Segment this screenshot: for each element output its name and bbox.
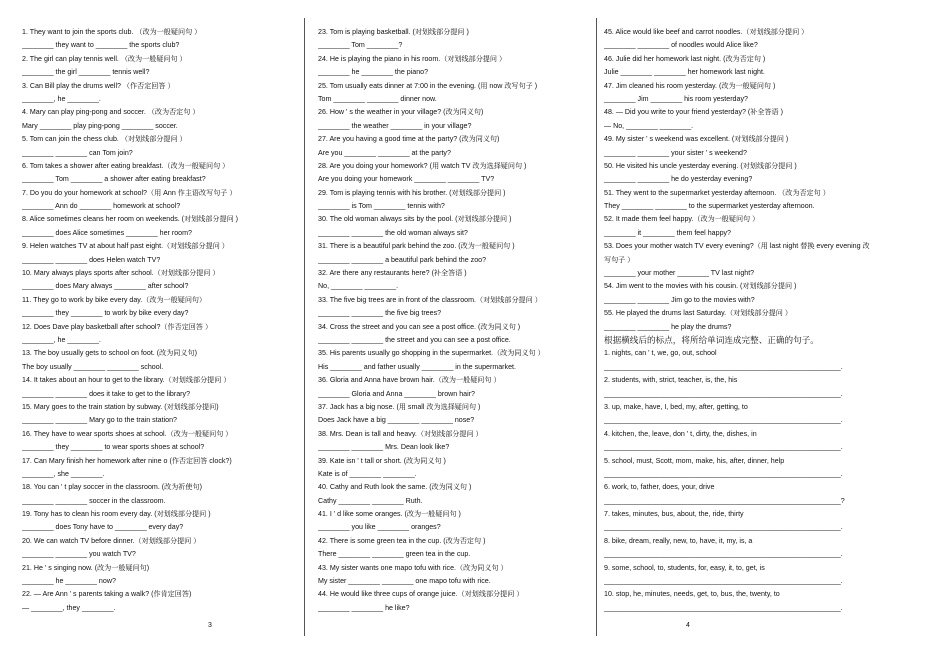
- column3-line: ____________________________________________________________.: [604, 416, 843, 425]
- column1-line: — ________, they ________.: [22, 603, 116, 612]
- column3-line: ____________________________________________________________.: [604, 443, 843, 452]
- column1-line: 16. They have to wear sports shoes at school.（改为一般疑问句 ）: [22, 429, 233, 438]
- column1-line: 12. Does Dave play basketball after school?（作否定回答 ）: [22, 322, 213, 331]
- column2-line: 26. How ' s the weather in your village? (改为同义句): [318, 108, 484, 117]
- column1-line: 18. You can ' t play soccer in the classroom. (改为祈使句): [22, 483, 202, 492]
- column1-line: 10. Mary always plays sports after school.（对划线部分提问 ）: [22, 269, 220, 278]
- column1-line: ________ does Tony have to ________ every day?: [22, 523, 184, 532]
- column1-line: ________ they ________ to work by bike every day?: [22, 309, 189, 318]
- column1-line: 19. Tony has to clean his room every day. (对划线部分提问 ): [22, 510, 211, 519]
- column1-line: 9. Helen watches TV at about half past eight.（对划线部分提问 ）: [22, 242, 229, 251]
- column2-line: 25. Tom usually eats dinner at 7:00 in the evening. (用 now 改写句子 ): [318, 81, 538, 90]
- column3-line: 54. Jim went to the movies with his cousin. (对划线部分提问 ): [604, 282, 797, 291]
- column2-line: ________ Gloria and Anna ________ brown hair?: [318, 389, 475, 398]
- column1-line: ________ ________ does Helen watch TV?: [22, 255, 161, 264]
- column3-line: 6. work, to, father, does, your, drive: [604, 483, 715, 492]
- column2-line: ________ ________ the old woman always sit?: [318, 228, 468, 237]
- column1-line: ________ does Mary always ________ after school?: [22, 282, 189, 291]
- column1-line: 7. Do you do your homework at school?（用 Ann 作主语改写句子 ）: [22, 188, 237, 197]
- column2-line: Are you ________ ________ at the party?: [318, 148, 451, 157]
- column2-line: 36. Gloria and Anna have brown hair.（改为一般疑问句 ）: [318, 376, 501, 385]
- column1-line: ________ they want to ________ the sports club?: [22, 41, 180, 50]
- column1-line: ________ ________ can Tom join?: [22, 148, 133, 157]
- column2-line: Cathy ________ ________ Ruth.: [318, 496, 423, 505]
- column3-line: 53. Does your mother watch TV every evening?（用 last night 替换 every evening 改写句子 ）: [604, 242, 870, 264]
- column3-line: 46. Julie did her homework last night. (改为否定句 ): [604, 54, 766, 63]
- column2-line: My sister ________ ________ one mapo tofu with rice.: [318, 577, 491, 586]
- column3-line: 5. school, must, Scott, mom, make, his, after, dinner, help: [604, 456, 785, 465]
- column3-line: ________ ________ he play the drums?: [604, 322, 732, 331]
- column3-line: — No, ________ ________.: [604, 121, 694, 130]
- column2-line: 37. Jack has a big nose. (用 small 改为选择疑问句 ): [318, 402, 481, 411]
- column3-line: They ________ ________ to the supermarket yesterday afternoon.: [604, 202, 815, 211]
- column2-line: No, ________ ________.: [318, 282, 399, 291]
- column2-line: 30. The old woman always sits by the pool. (对划线部分提问 ): [318, 215, 512, 224]
- column2-line: 40. Cathy and Ruth look the same. (改为同义句 ): [318, 483, 472, 492]
- column1-line: ________ they ________ to wear sports shoes at school?: [22, 443, 205, 452]
- column1-line: ________ ________ Mary go to the train station?: [22, 416, 177, 425]
- column2-line: 39. Kate isn ' t tall or short. (改为同义句 ): [318, 456, 446, 465]
- column2-line: 31. There is a beautiful park behind the zoo. (改为一般疑问句 ): [318, 242, 515, 251]
- column3-line: Julie ________ ________ her homework last night.: [604, 68, 765, 77]
- column2-line: 33. The five big trees are in front of the classroom.（对划线部分提问 ）: [318, 295, 542, 304]
- column2-line: Does Jack have a big ________ ________ nose?: [318, 416, 475, 425]
- column2-line: 27. Are you having a good time at the party? (改为同义句): [318, 135, 500, 144]
- column3-line: ________ ________ your sister ' s weekend?: [604, 148, 747, 157]
- column1-line: 22. — Are Ann ' s parents taking a walk? (作肯定回答): [22, 590, 192, 599]
- column1-line: 17. Can Mary finish her homework after nine o (作否定回答 clock?): [22, 456, 232, 465]
- column3-line: ________ ________ of noodles would Alice like?: [604, 41, 758, 50]
- column1-line: ________, he ________.: [22, 335, 101, 344]
- column1-line: 21. He ' s singing now. (改为一般疑问句): [22, 563, 150, 572]
- column3-line: 52. It made them feel happy.（改为一般疑问句 ）: [604, 215, 760, 224]
- column1-line: ________ ________ you watch TV?: [22, 550, 136, 559]
- column3-line: 10. stop, he, minutes, needs, get, to, bus, the, twenty, to: [604, 590, 780, 599]
- column2-line: 38. Mrs. Dean is tall and heavy.（对划线部分提问 ）: [318, 429, 483, 438]
- column3-line: 9. some, school, to, students, for, easy, it, to, get, is: [604, 563, 765, 572]
- column3-line: 根据横线后的标点，将所给单词连成完整、正确的句子。: [604, 335, 819, 346]
- column-2: [318, 26, 588, 615]
- column2-line: 34. Cross the street and you can see a post office. (改为同义句 ): [318, 322, 521, 331]
- column3-line: ____________________________________________________________.: [604, 469, 843, 478]
- column2-line: ________ ________ he like?: [318, 603, 410, 612]
- column1-line: 13. The boy usually gets to school on foot. (改为同义句): [22, 349, 197, 358]
- column2-line: Kate is of ________ ________.: [318, 469, 417, 478]
- column2-line: ________ ________ the five big trees?: [318, 309, 442, 318]
- column3-line: 55. He played the drums last Saturday.（对划线部分提问 ）: [604, 309, 792, 318]
- column-1: [22, 26, 292, 615]
- column2-line: ________ ________ the street and you can see a post office.: [318, 335, 511, 344]
- column1-line: ________, he ________.: [22, 94, 101, 103]
- column1-line: 6. Tom takes a shower after eating breakfast.（改为一般疑问句 ）: [22, 161, 230, 170]
- column2-line: 24. He is playing the piano in his room.（对划线部分提问 ）: [318, 54, 507, 63]
- column2-line: 42. There is some green tea in the cup. (改为否定句 ): [318, 536, 486, 545]
- column2-line: ________ is Tom ________ tennis with?: [318, 202, 445, 211]
- column3-line: 51. They went to the supermarket yesterday afternoon. （改为否定句 ）: [604, 188, 830, 197]
- column3-line: 8. bike, dream, really, new, to, have, it, my, is, a: [604, 536, 753, 545]
- column3-line: 3. up, make, have, I, bed, my, after, getting, to: [604, 402, 748, 411]
- column3-line: 45. Alice would like beef and carrot noodles.（对划线部分提问 ）: [604, 28, 809, 36]
- column2-line: There ________ ________ green tea in the cup.: [318, 550, 471, 559]
- column2-line: ________ you like ________ oranges?: [318, 523, 441, 532]
- column2-line: ________ ________ a beautiful park behind the zoo?: [318, 255, 487, 264]
- column-3: [604, 26, 874, 615]
- column2-line: ________ ________ Mrs. Dean look like?: [318, 443, 450, 452]
- column3-line: ____________________________________________________________.: [604, 389, 843, 398]
- column2-line: ________ he ________ the piano?: [318, 68, 429, 77]
- column1-line: 8. Alice sometimes cleans her room on weekends. (对划线部分提问 ): [22, 215, 239, 224]
- column1-line: 5. Tom can join the chess club. （对划线部分提问 ）: [22, 135, 187, 144]
- column3-line: ____________________________________________________________.: [604, 523, 843, 532]
- column1-line: ________ Tom ________ a shower after eating breakfast?: [22, 175, 206, 184]
- column2-line: Tom ________ ________ dinner now.: [318, 94, 437, 103]
- column3-line: 48. — Did you write to your friend yesterday? (补全答语 ): [604, 108, 783, 117]
- column2-line: 35. His parents usually go shopping in the supermarket.（改为同义句 ）: [318, 349, 545, 358]
- column3-line: ____________________________________________________________.: [604, 577, 843, 586]
- column1-line: 3. Can Bill play the drums well? （作否定回答 ）: [22, 81, 175, 90]
- column-divider-right: [596, 18, 597, 636]
- column1-line: 15. Mary goes to the train station by subway. (对划线部分提问): [22, 402, 219, 411]
- column3-line: ________ ________ he do yesterday evening?: [604, 175, 753, 184]
- column1-line: ________ does Alice sometimes ________ her room?: [22, 228, 192, 237]
- column1-line: 14. It takes about an hour to get to the library.（对划线部分提问 ）: [22, 376, 231, 385]
- column3-line: ____________________________________________________________.: [604, 603, 843, 612]
- column1-line: The boy usually ________ ________ school.: [22, 362, 164, 371]
- column3-line: ________ ________ Jim go to the movies with?: [604, 295, 755, 304]
- column2-line: ________ the weather ________ in your village?: [318, 121, 472, 130]
- page-number-right: 4: [686, 622, 690, 629]
- column2-line: 29. Tom is playing tennis with his brother. (对划线部分提问 ): [318, 188, 506, 197]
- column2-line: 32. Are there any restaurants here? (补全答语 ): [318, 269, 467, 278]
- column1-line: Mary ________ play ping-pong ________ soccer.: [22, 121, 178, 130]
- column1-line: ________ Ann do ________ homework at school?: [22, 202, 181, 211]
- column3-line: ________ your mother ________ TV last night?: [604, 269, 755, 278]
- column2-line: 28. Are you doing your homework? (用 watch TV 改为选择疑问句 ): [318, 161, 527, 170]
- column2-line: 43. My sister wants one mapo tofu with rice.（改为同义句 ）: [318, 563, 508, 572]
- column3-line: ____________________________________________________________?: [604, 496, 845, 505]
- column2-line: 41. I ' d like some oranges. (改为一般疑问句 ): [318, 510, 461, 519]
- column-divider-left: [304, 18, 305, 636]
- column3-line: 1. nights, can ' t, we, go, out, school: [604, 349, 717, 358]
- column3-line: ____________________________________________________________.: [604, 550, 843, 559]
- column3-line: 47. Jim cleaned his room yesterday. (改为一般疑问句 ): [604, 81, 776, 90]
- column1-line: ________ the girl ________ tennis well?: [22, 68, 150, 77]
- column3-line: ____________________________________________________________.: [604, 362, 843, 371]
- column1-line: ________, she ________.: [22, 469, 105, 478]
- column1-line: 11. They go to work by bike every day.（改为一般疑问句）: [22, 295, 207, 304]
- column2-line: 23. Tom is playing basketball. (对划线部分提问 ): [318, 28, 469, 36]
- column1-line: ________ ________ soccer in the classroom.: [22, 496, 166, 505]
- column2-line: His ________ and father usually ________ in the supermarket.: [318, 362, 516, 371]
- column2-line: Are you doing your homework ________ ________ TV?: [318, 175, 495, 184]
- column1-line: 1. They want to join the sports club. （改为一般疑问句 ）: [22, 28, 202, 36]
- column3-line: 7. takes, minutes, bus, about, the, ride, thirty: [604, 510, 744, 519]
- column3-line: 4. kitchen, the, leave, don ' t, dirty, the, dishes, in: [604, 429, 757, 438]
- column1-line: 2. The girl can play tennis well. （改为一般疑问句 ）: [22, 54, 187, 63]
- column2-line: ________ Tom ________?: [318, 41, 403, 50]
- column1-line: ________ ________ does it take to get to the library?: [22, 389, 191, 398]
- column3-line: 50. He visited his uncle yesterday evening. (对划线部分提问 ): [604, 161, 797, 170]
- column1-line: 20. We can watch TV before dinner.（对划线部分提问 ）: [22, 536, 201, 545]
- column1-line: 4. Mary can play ping-pong and soccer. （改为否定句 ）: [22, 108, 200, 117]
- column3-line: ________ Jim ________ his room yesterday?: [604, 94, 748, 103]
- column1-line: ________ he ________ now?: [22, 577, 116, 586]
- column2-line: 44. He would like three cups of orange juice.（对划线部分提问 ）: [318, 590, 524, 599]
- page-number-left: 3: [208, 622, 212, 629]
- column3-line: ________ it ________ them feel happy?: [604, 228, 732, 237]
- column3-line: 2. students, with, strict, teacher, is, the, his: [604, 376, 738, 385]
- column3-line: 49. My sister ' s weekend was excellent. (对划线部分提问 ): [604, 135, 789, 144]
